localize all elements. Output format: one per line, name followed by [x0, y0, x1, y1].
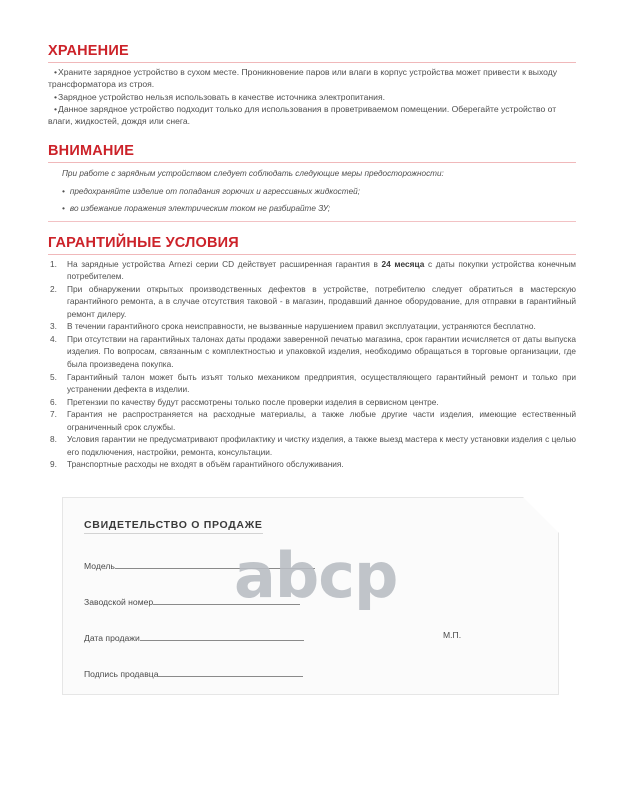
abcp-watermark: abcp	[234, 539, 398, 612]
storage-list	[48, 66, 576, 127]
certificate-field-model-label: Модель	[84, 561, 115, 571]
certificate-field-signature-label: Подпись продавца	[84, 669, 159, 679]
attention-heading-rule	[48, 162, 576, 163]
section-storage	[48, 44, 576, 127]
certificate-field-model-line[interactable]	[115, 559, 315, 569]
warranty-list-item	[48, 320, 576, 332]
warranty-item-text: Условия гарантии не предусматривают профилактику и чистку изделия, а также выезд мастера к месту установки изделия с целью его подключения, настройки, ремонта, консультации.	[67, 434, 576, 457]
warranty-item-text: Гарантийный талон может быть изъят только механиком предприятия, осуществляющего гарантийный ремонт и только при устранении дефекта в изделии.	[67, 371, 576, 394]
certificate-field-signature[interactable]	[84, 667, 303, 679]
warranty-item-emphasis: 24 месяца	[381, 259, 425, 270]
warranty-list-item	[48, 458, 576, 470]
warranty-item-text: Гарантия не распространяется на расходные материалы, а также любые другие части изделия, имеющие естественный ограниченный срок службы.	[67, 409, 576, 432]
document-content	[48, 44, 576, 471]
warranty-item-text: На зарядные устройства Arnezi серии CD действует расширенная гарантия в	[67, 259, 382, 270]
spacer-after-storage	[48, 127, 576, 144]
storage-heading-rule	[48, 62, 576, 63]
certificate-field-serial-label: Заводской номер	[84, 597, 154, 607]
warranty-list-item	[48, 371, 576, 396]
warranty-list-item	[48, 283, 576, 320]
warranty-list-item	[48, 333, 576, 370]
warranty-heading: ГАРАНТИЙНЫЕ УСЛОВИЯ	[48, 234, 239, 251]
attention-body	[48, 166, 576, 214]
certificate-field-date-label: Дата продажи	[84, 633, 140, 643]
warranty-heading-rule	[48, 254, 576, 255]
warranty-list-item	[48, 433, 576, 458]
section-attention	[48, 144, 576, 222]
warranty-item-text: с даты покупки устройства конечным потребителем.	[67, 259, 576, 282]
warranty-list-item	[48, 396, 576, 408]
certificate-field-serial[interactable]	[84, 595, 300, 607]
attention-list-item: • предохраняйте изделие от попадания горючих и агрессивных жидкостей;	[62, 186, 576, 197]
storage-list-item: • Храните зарядное устройство в сухом месте. Проникновение паров или влаги в корпус устройства может привести к выходу трансформатора из строя.	[48, 66, 576, 90]
attention-list-item: • во избежание поражения электрическим током не разбирайте ЗУ;	[62, 203, 576, 214]
sale-certificate	[62, 497, 559, 695]
warranty-list-item	[48, 258, 576, 283]
certificate-title: СВИДЕТЕЛЬСТВО О ПРОДАЖЕ	[84, 519, 263, 534]
warranty-item-text: Претензии по качеству будут рассмотрены только после проверки изделия в сервисном центре.	[67, 396, 439, 407]
storage-heading: ХРАНЕНИЕ	[48, 43, 129, 59]
warranty-list	[48, 258, 576, 471]
certificate-field-date[interactable]	[84, 631, 304, 643]
storage-list-item: • Зарядное устройство нельзя использовать в качестве источника электропитания.	[48, 91, 576, 103]
certificate-field-model[interactable]	[84, 559, 315, 571]
certificate-stamp-label: М.П.	[443, 630, 462, 640]
certificate-field-date-line[interactable]	[140, 631, 304, 641]
warranty-item-text: При обнаружении открытых производственных дефектов в устройстве, потребителю следует обратиться в мастерскую гарантийного ремонта, а в случае отсутствия таковой - в магазин, продавший данное оборудование, для отправки в гарантийный ремонт дилеру.	[67, 284, 576, 319]
certificate-field-signature-line[interactable]	[158, 667, 303, 677]
attention-list	[62, 186, 576, 215]
warranty-item-text: В течении гарантийного срока неисправности, не вызванные нарушением правил эксплуатации, устраняются бесплатно.	[67, 321, 536, 332]
attention-heading: ВНИМАНИЕ	[48, 143, 135, 160]
warranty-item-text: Транспортные расходы не входят в объём гарантийного обслуживания.	[67, 459, 344, 470]
spacer-after-attention	[48, 222, 576, 236]
certificate-field-serial-line[interactable]	[153, 595, 300, 605]
warranty-list-item	[48, 408, 576, 433]
section-warranty	[48, 236, 576, 471]
attention-intro: При работе с зарядным устройством следует соблюдать следующие меры предосторожности:	[62, 169, 444, 179]
certificate-card-content	[62, 497, 559, 695]
warranty-item-text: При отсутствии на гарантийных талонах даты продажи заверенной печатью магазина, срок гарантии исчисляется от даты выпуска изделия. По вопросам, связанным с комплектностью и упаковкой изделия, необходимо обращаться в торговые организации, где была произведена покупка.	[67, 334, 576, 369]
storage-list-item: • Данное зарядное устройство подходит только для использования в проветриваемом помещении. Оберегайте устройство от влаги, жидкостей, дождя или снега.	[48, 103, 576, 127]
